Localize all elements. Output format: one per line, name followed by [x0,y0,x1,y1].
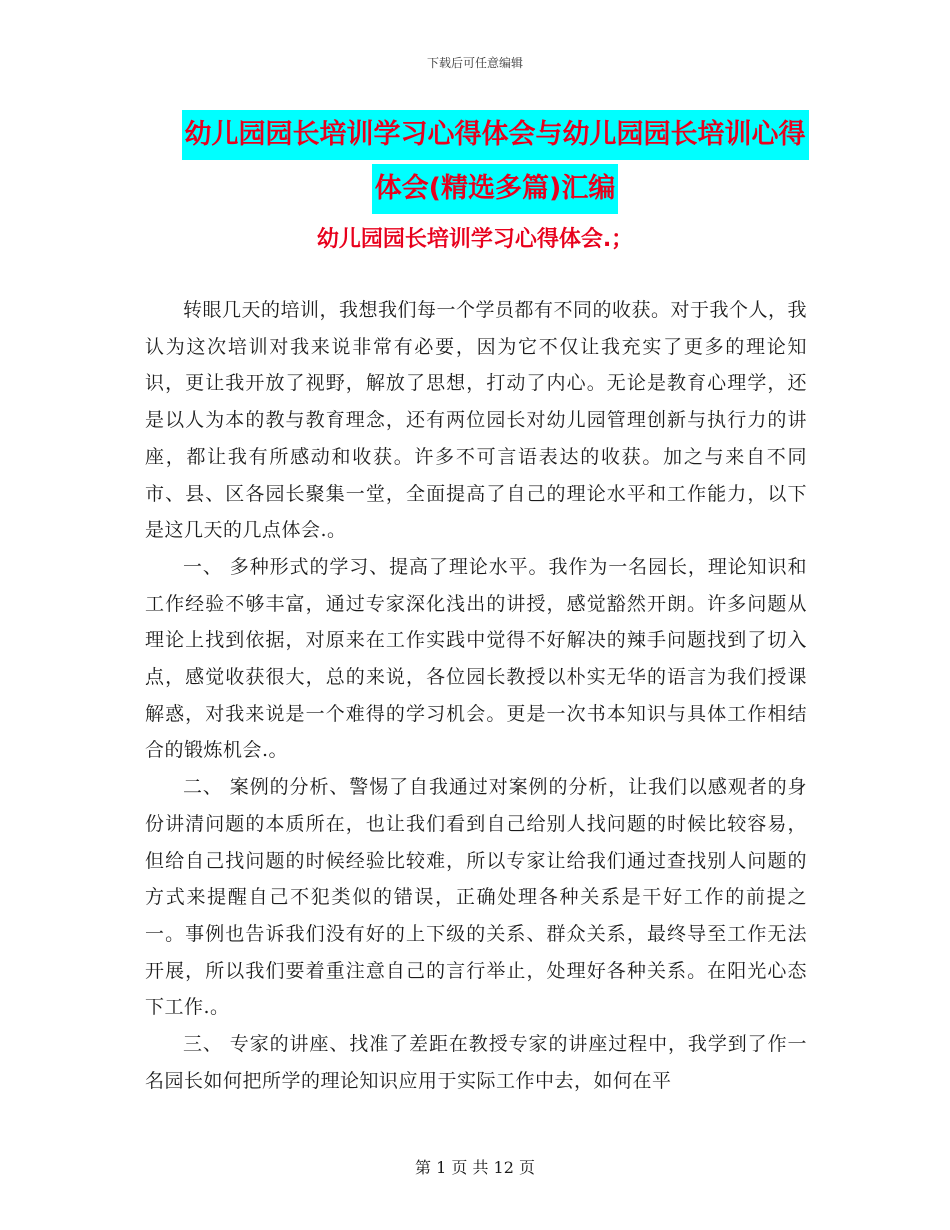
document-title [180,108,810,216]
paragraph: 二、 案例的分析、警惕了自我通过对案例的分析，让我们以感观者的身份讲清问题的本质所在，也让我们看到自己给别人找问题的时候比较容易，但给自己找问题的时候经验比较难，所以专家让给我们通过查找别人问题的方式来提醒自己不犯类似的错误，正确处理各种关系是干好工作的前提之一。事例也告诉我们没有好的上下级的关系、群众关系，最终导至工作无法开展，所以我们要着重注意自己的言行举止，处理好各种关系。在阳光心态下工作.。 [145,776,807,1019]
title-line-1: 幼儿园园长培训学习心得体会与幼儿园园长培训心得 [182,110,809,160]
section-subtitle: 幼儿园园长培训学习心得体会.； [316,227,634,252]
document-body [145,292,807,1099]
header-note: 下载后可任意编辑 [426,56,523,70]
paragraph: 一、 多种形式的学习、提高了理论水平。我作为一名园长，理论知识和工作经验不够丰富，通过专家深化浅出的讲授，感觉豁然开朗。许多问题从理论上找到依据，对原来在工作实践中觉得不好解决的辣手问题找到了切入点，感觉收获很大，总的来说，各位园长教授以朴实无华的语言为我们授课解惑，对我来说是一个难得的学习机会。更是一次书本知识与具体工作相结合的锻炼机会.。 [145,555,807,762]
title-line-2: 体会(精选多篇)汇编 [372,164,619,214]
paragraph: 转眼几天的培训，我想我们每一个学员都有不同的收获。对于我个人，我认为这次培训对我来说非常有必要，因为它不仅让我充实了更多的理论知识，更让我开放了视野，解放了思想，打动了内心。无论是教育心理学，还是以人为本的教与教育理念，还有两位园长对幼儿园管理创新与执行力的讲座，都让我有所感动和收获。许多不可言语表达的收获。加之与来自不同市、县、区各园长聚集一堂，全面提高了自己的理论水平和工作能力，以下是这几天的几点体会.。 [145,299,808,542]
paragraph: 三、 专家的讲座、找准了差距在教授专家的讲座过程中，我学到了作一名园长如何把所学的理论知识应用于实际工作中去，如何在平 [145,1033,807,1092]
page-footer: 第 1 页 共 12 页 [415,1158,535,1177]
